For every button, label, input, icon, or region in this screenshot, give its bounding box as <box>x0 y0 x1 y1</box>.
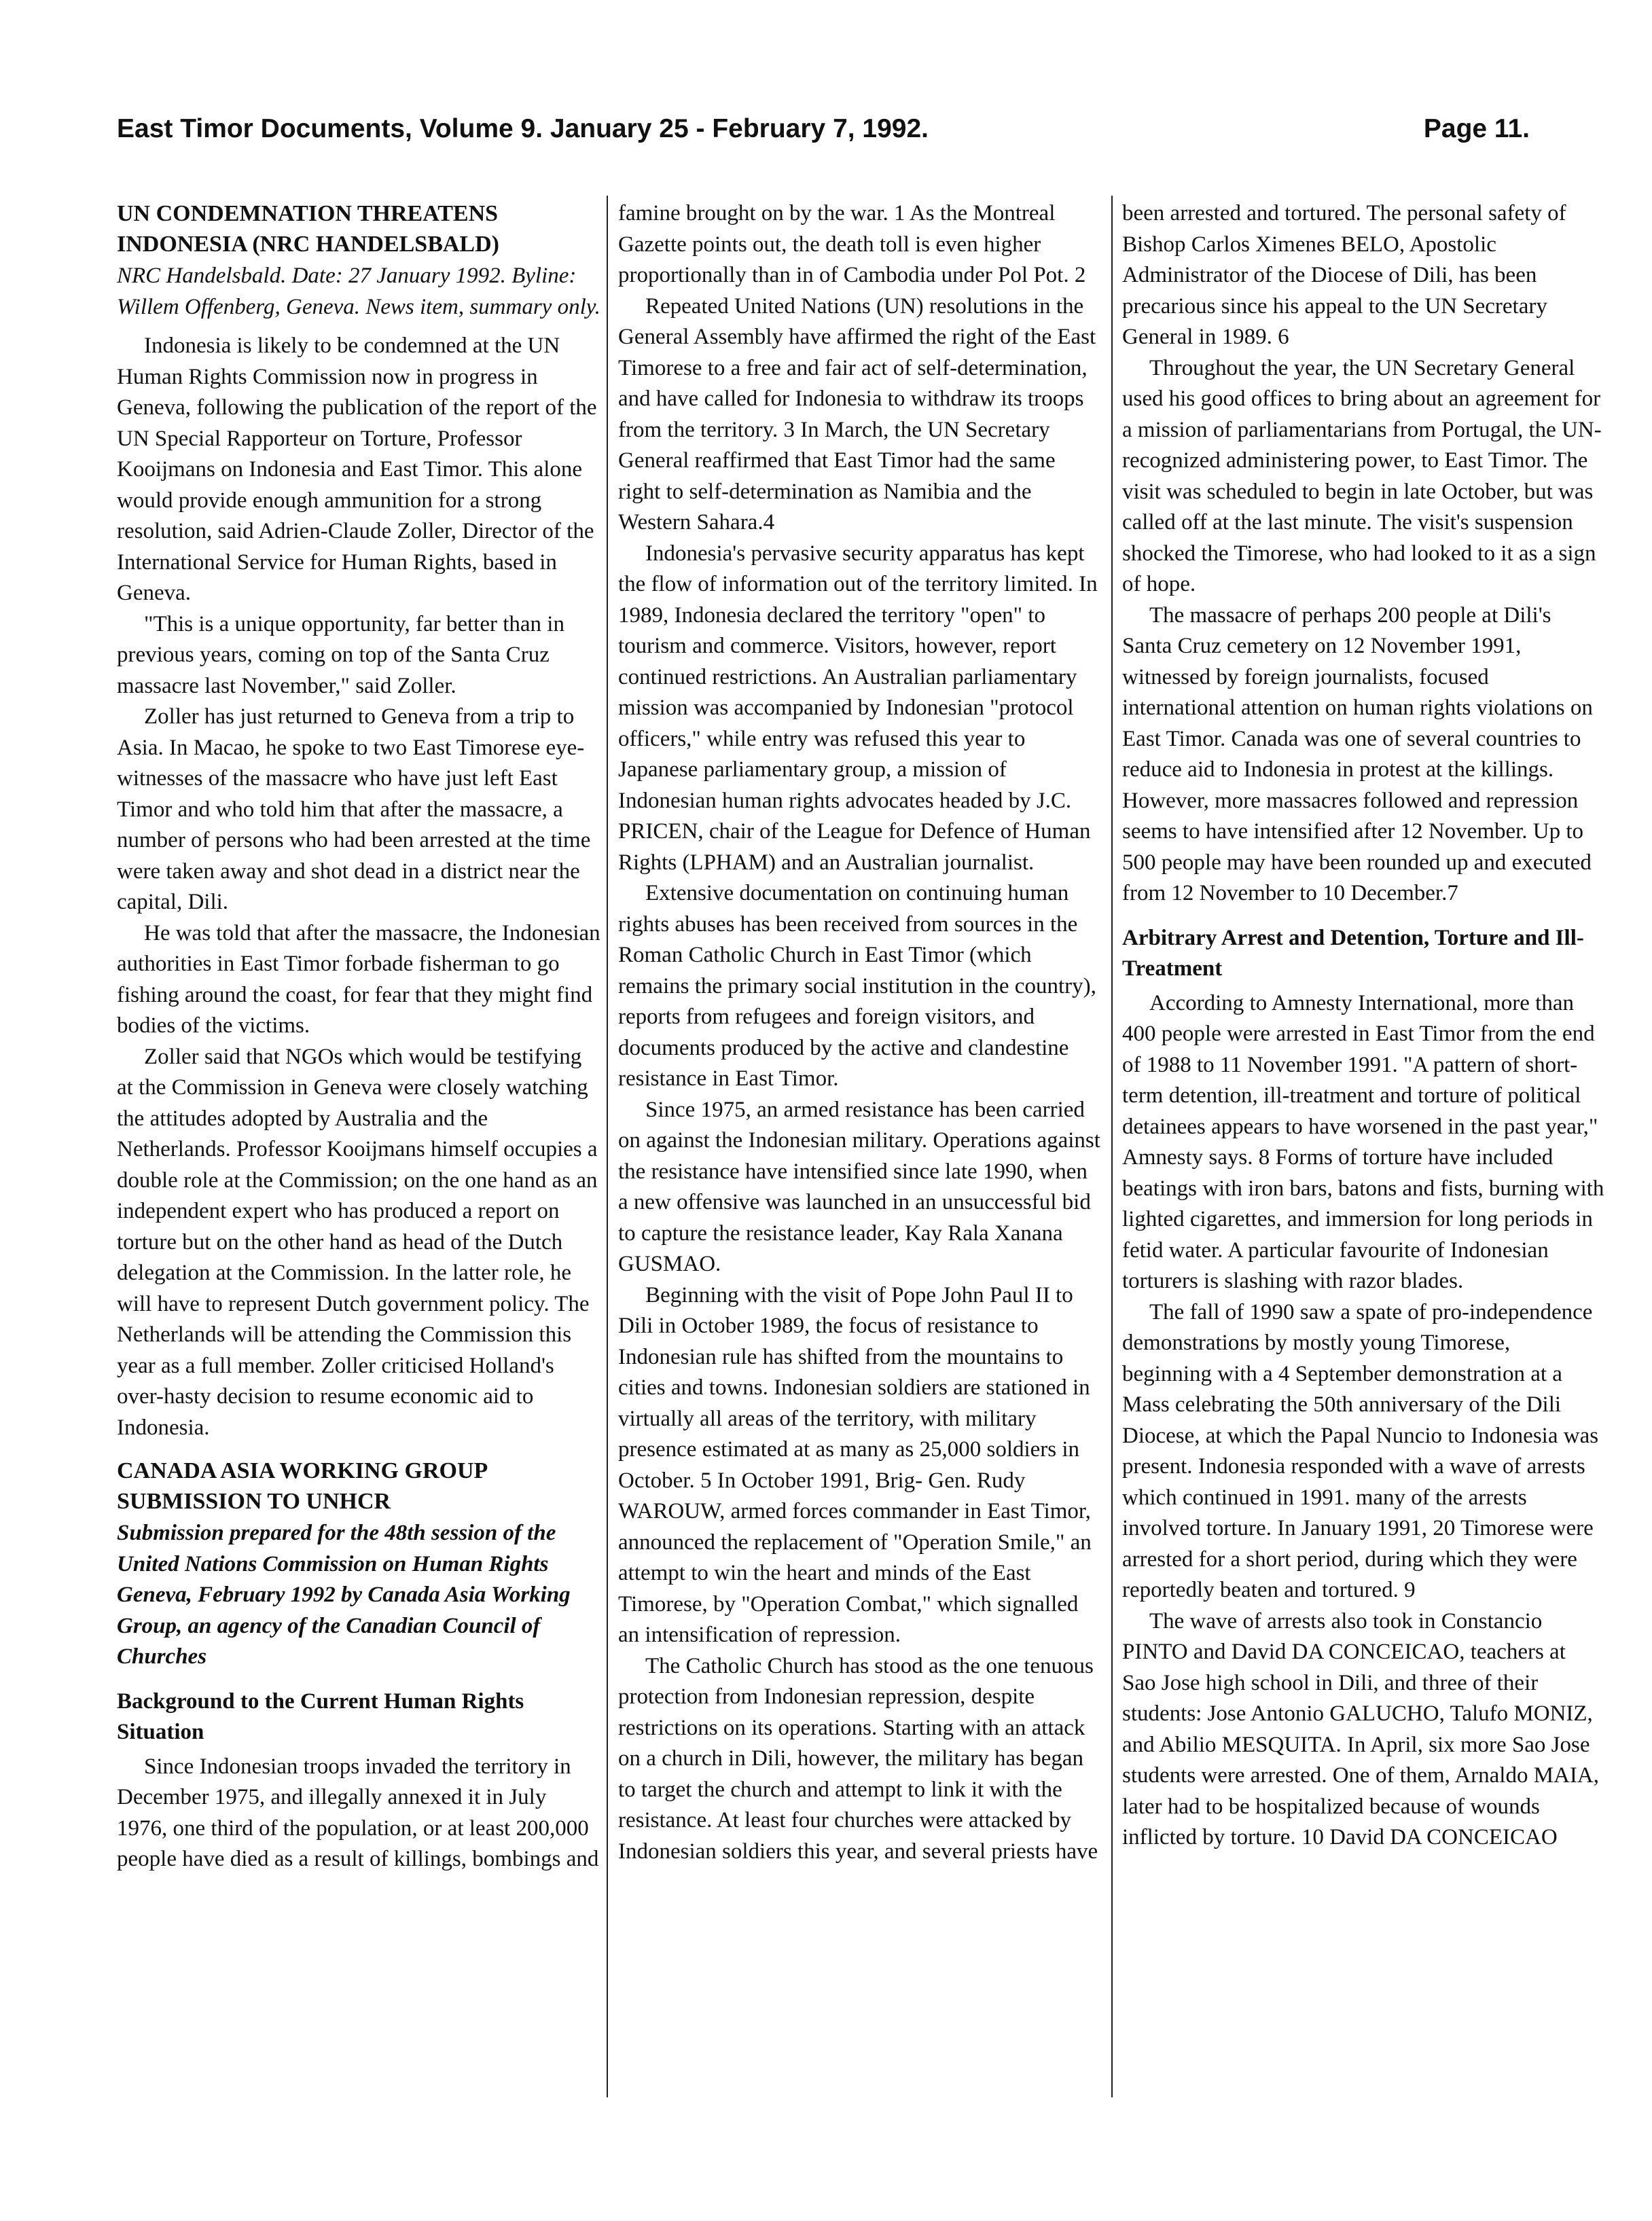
paragraph: Indonesia's pervasive security apparatus has kept the flow of information out of the territory limited. In 1989, Indonesia declared the territory "open" to tourism and commerce. Visitors, however, report continued restrictions. An Australian parliamentary mission was accompanied by Indonesian "protocol officers," while entry was refused this year to Japanese parliamentary group, a mission of Indonesian human rights advocates headed by J.C. PRICEN, chair of the League for Defence of Human Rights (LPHAM) and an Australian journalist. <box>618 541 1098 875</box>
article-2-title: CANADA ASIA WORKING GROUP SUBMISSION TO UNHCR <box>117 1458 487 1514</box>
paragraph: Repeated United Nations (UN) resolutions in the General Assembly have affirmed the right of the East Timorese to a free and fair act of self-determination, and have called for Indonesia to withdraw its troops from the territory. 3 In March, the UN Secretary General reaffirmed that East Timor had the same right to self-determination as Namibia and the Western Sahara.4 <box>618 293 1096 535</box>
paragraph: Zoller has just returned to Geneva from a trip to Asia. In Macao, he spoke to two East Timorese eye-witnesses of the massacre who have just left East Timor and who told him that after the massacre, a number of persons who had been arrested at the time were taken away and shot dead in a district near the capital, Dili. <box>117 704 591 914</box>
paragraph: The Catholic Church has stood as the one tenuous protection from Indonesian repression, despite restrictions on its operations. Starting with an attack on a church in Dili, however, the military has began to target the church and attempt to link it with the resistance. At least four churches were attacked by Indonesian soldiers this year, and several priests have <box>618 1653 1098 1864</box>
publication-title: East Timor Documents, Volume 9. January 25 - February 7, 1992. <box>117 114 929 143</box>
section-heading-background: Background to the Current Human Rights Situation <box>117 1689 524 1744</box>
column-3 <box>1122 198 1604 2182</box>
article-1-byline: NRC Handelsbald. Date: 27 January 1992. Byline: Willem Offenberg, Geneva. News item, summary only. <box>117 264 600 319</box>
running-header <box>117 114 1530 144</box>
paragraph: The massacre of perhaps 200 people at Dili's Santa Cruz cemetery on 12 November 1991, witnessed by foreign journalists, focused international attention on human rights violations on East Timor. Canada was one of several countries to reduce aid to Indonesia in protest at the killings. However, more massacres followed and repression seems to have intensified after 12 November. Up to 500 people may have been rounded up and executed from 12 November to 10 December.7 <box>1122 602 1593 905</box>
column-2 <box>618 198 1100 2182</box>
paragraph: According to Amnesty International, more than 400 people were arrested in East Timor from the end of 1988 to 11 November 1991. "A pattern of short-term detention, ill-treatment and torture of political detainees appears to have worsened in the past year," Amnesty says. 8 Forms of torture have included beatings with iron bars, batons and fists, burning with lighted cigarettes, and immersion for long periods in fetid water. A particular favourite of Indonesian torturers is slashing with razor blades. <box>1122 990 1604 1293</box>
paragraph: Since 1975, an armed resistance has been carried on against the Indonesian military. Operations against the resistance have intensified since late 1990, when a new offensive was launched in an unsuccessful bid to capture the resistance leader, Kay Rala Xanana GUSMAO. <box>618 1097 1100 1276</box>
paragraph: Throughout the year, the UN Secretary General used his good offices to bring about an agreement for a mission of parliamentarians from Portugal, the UN-recognized administering power, to East Timor. The visit was scheduled to begin in late October, but was called off at the last minute. The visit's suspension shocked the Timorese, who had looked to it as a sign of hope. <box>1122 355 1602 596</box>
paragraph: The fall of 1990 saw a spate of pro-independence demonstrations by mostly young Timorese, beginning with a 4 September demonstration at a Mass celebrating the 50th anniversary of the Dili Diocese, at which the Papal Nuncio to Indonesia was present. Indonesia responded with a wave of arrests which continued in 1991. many of the arrests involved torture. In January 1991, 20 Timorese were arrested for a short period, during which they were reportedly beaten and tortured. 9 <box>1122 1299 1599 1602</box>
paragraph-continued: famine brought on by the war. 1 As the Montreal Gazette points out, the death toll is even higher proportionally than in of Cambodia under Pol Pot. 2 <box>618 201 1086 287</box>
paragraph: He was told that after the massacre, the Indonesian authorities in East Timor forbade fisherman to go fishing around the coast, for fear that they might find bodies of the victims. <box>117 920 600 1038</box>
paragraph: Zoller said that NGOs which would be testifying at the Commission in Geneva were closely watching the attitudes adopted by Australia and the Netherlands. Professor Kooijmans himself occupies a double role at the Commission; on the one hand as an independent expert who has produced a report on torture but on the other hand as head of the Dutch delegation at the Commission. In the latter role, he will have to represent Dutch government policy. The Netherlands will be attending the Commission this year as a full member. Zoller criticised Holland's over-hasty decision to resume economic aid to Indonesia. <box>117 1044 598 1440</box>
page-number: Page 11. <box>1423 114 1530 143</box>
paragraph: The wave of arrests also took in Constancio PINTO and David DA CONCEICAO, teachers at Sao Jose high school in Dili, and three of their students: Jose Antonio GALUCHO, Talufo MONIZ, and Abilio MESQUITA. In April, six more Sao Jose students were arrested. One of them, Arnaldo MAIA, later had to be hospitalized because of wounds inflicted by torture. 10 David DA CONCEICAO <box>1122 1608 1599 1849</box>
paragraph: Indonesia is likely to be condemned at the UN Human Rights Commission now in progress in Geneva, following the publication of the report of the UN Special Rapporteur on Torture, Professor Kooijmans on Indonesia and East Timor. This alone would provide enough ammunition for a strong resolution, said Adrien-Claude Zoller, Director of the International Service for Human Rights, based in Geneva. <box>117 333 597 605</box>
paragraph: Since Indonesian troops invaded the territory in December 1975, and illegally annexed it in July 1976, one third of the population, or at least 200,000 people have died as a result of killings, bombings and <box>117 1754 599 1871</box>
article-1-title: UN CONDEMNATION THREATENS INDONESIA (NRC HANDELSBALD) <box>117 201 499 257</box>
column-divider <box>1111 196 1113 2097</box>
column-divider <box>607 196 608 2097</box>
paragraph: Extensive documentation on continuing human rights abuses has been received from sources in the Roman Catholic Church in East Timor (which remains the primary social institution in the country), reports from refugees and foreign visitors, and documents produced by the active and clandestine resistance in East Timor. <box>618 881 1096 1091</box>
paragraph: Beginning with the visit of Pope John Paul II to Dili in October 1989, the focus of resistance to Indonesian rule has shifted from the mountains to cities and towns. Indonesian soldiers are stationed in virtually all areas of the territory, with military presence estimated at as many as 25,000 soldiers in October. 5 In October 1991, Brig- Gen. Rudy WAROUW, armed forces commander in East Timor, announced the replacement of "Operation Smile," an attempt to win the heart and minds of the East Timorese, by "Operation Combat," which signalled an intensification of repression. <box>618 1282 1092 1647</box>
column-1 <box>117 198 600 2182</box>
paragraph-continued: been arrested and tortured. The personal safety of Bishop Carlos Ximenes BELO, Apostolic Administrator of the Diocese of Dili, has been precarious since his appeal to the UN Secretary General in 1989. 6 <box>1122 201 1566 349</box>
section-heading-arrest: Arbitrary Arrest and Detention, Torture and Ill-Treatment <box>1122 925 1584 981</box>
paragraph: "This is a unique opportunity, far better than in previous years, coming on top of the Santa Cruz massacre last November," said Zoller. <box>117 611 564 698</box>
article-2-byline: Submission prepared for the 48th session of the United Nations Commission on Human Rights Geneva, February 1992 by Canada Asia Working Group, an agency of the Canadian Council of Churches <box>117 1521 571 1669</box>
